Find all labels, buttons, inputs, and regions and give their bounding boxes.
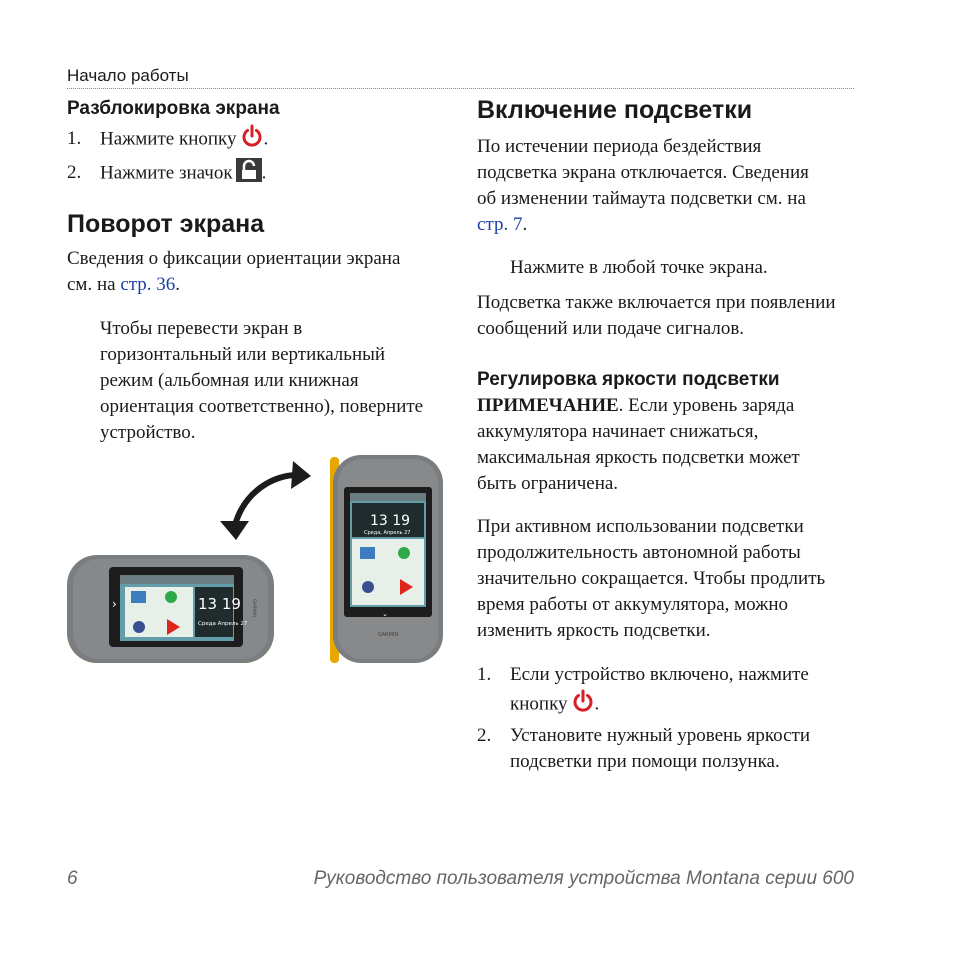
step-number: 1. — [477, 664, 492, 685]
svg-text:›: › — [112, 597, 117, 611]
brightness-paragraph: При активном использовании подсветки продолжительность автономной работы значительно сокращается. Чтобы продлить время работы от аккумулятора, можно изменить яркость подсветки. — [477, 516, 826, 641]
landscape-brand: GARMIN — [251, 599, 256, 618]
rotate-arrow-icon — [205, 455, 320, 545]
rotate-intro: Сведения о фиксации ориентации экрана см. на стр. 36. — [67, 248, 401, 295]
brightness-note: ПРИМЕЧАНИЕ. Если уровень заряда аккумулятора начинает снижаться, максимальная яркость подсветки может быть ограничена. — [477, 395, 800, 494]
header-rule — [67, 88, 854, 89]
portrait-date: Среда, Апрель 27 — [364, 530, 411, 536]
svg-text:⌄: ⌄ — [382, 610, 388, 618]
device-portrait-image — [330, 455, 445, 665]
backlight-title: Включение подсветки — [477, 96, 753, 124]
note-label: ПРИМЕЧАНИЕ — [477, 395, 619, 416]
unlock-step-1: 1. Нажмите кнопку . — [67, 123, 268, 157]
unlock-title: Разблокировка экрана — [67, 98, 280, 119]
unlock-step-2: 2. Нажмите значок . — [67, 158, 266, 190]
step-number: 1. — [67, 128, 82, 150]
brightness-step-1: 1. Если устройство включено, нажмите кнопку . — [477, 662, 809, 722]
step-text: Нажмите кнопку — [100, 128, 237, 150]
portrait-brand: GARMIN — [377, 632, 399, 638]
page-36-link[interactable]: стр. 36 — [120, 274, 176, 295]
brightness-title: Регулировка яркости подсветки — [477, 369, 780, 390]
backlight-intro: По истечении периода бездействия подсветка экрана отключается. Сведения об изменении таймаута подсветки см. на стр. 7. — [477, 136, 809, 235]
step-number: 2. — [477, 725, 492, 746]
backlight-tap-instruction: Нажмите в любой точке экрана. — [510, 257, 768, 278]
manual-title: Руководство пользователя устройства Montana серии 600 — [313, 868, 854, 889]
running-header: Начало работы — [67, 66, 189, 85]
portrait-time: 13 19 — [370, 513, 411, 529]
device-landscape-image — [67, 547, 274, 667]
power-icon — [571, 688, 595, 722]
landscape-time: 13 19 — [198, 595, 241, 613]
page-7-link[interactable]: стр. 7 — [477, 214, 523, 235]
unlock-icon — [236, 158, 262, 190]
step-text: Нажмите значок — [100, 162, 233, 184]
rotate-title: Поворот экрана — [67, 210, 265, 238]
brightness-step-2: 2. Установите нужный уровень яркости подсветки при помощи ползунка. — [477, 725, 811, 772]
backlight-also: Подсветка также включается при появлении сообщений или подаче сигналов. — [477, 292, 836, 339]
rotate-instruction: Чтобы перевести экран в горизонтальный или вертикальный режим (альбомная или книжная ориентация соответственно), поверните устройство. — [100, 318, 424, 443]
page-number: 6 — [67, 868, 78, 889]
power-icon — [240, 123, 264, 157]
step-number: 2. — [67, 162, 82, 184]
landscape-date: Среда Апрель 27 — [198, 621, 248, 627]
